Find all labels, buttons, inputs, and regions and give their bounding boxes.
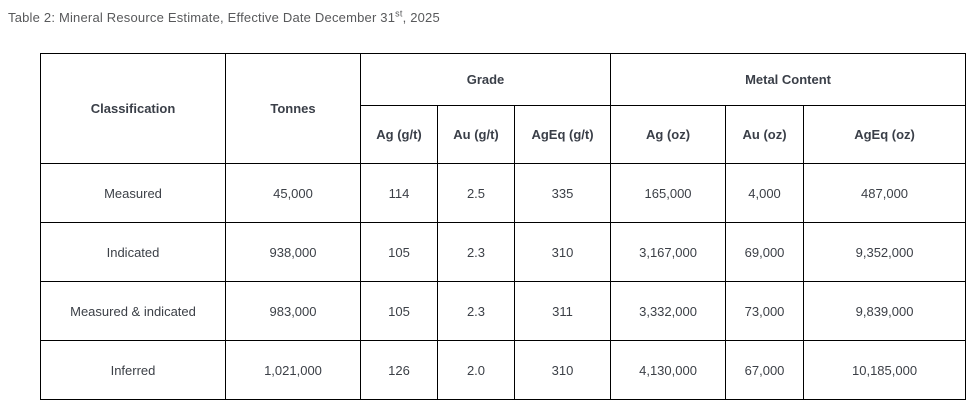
- cell-ag-gt: 114: [361, 164, 438, 223]
- mineral-resource-table: [40, 53, 966, 400]
- cell-ageq-gt: 310: [515, 341, 611, 400]
- cell-au-oz: 73,000: [726, 282, 804, 341]
- cell-ag-gt: 105: [361, 282, 438, 341]
- cell-au-gt: 2.0: [438, 341, 515, 400]
- table-caption-superscript: st: [395, 8, 403, 19]
- column-header-classification: Classification: [41, 54, 226, 164]
- column-header-ag-gt: Ag (g/t): [361, 106, 438, 164]
- cell-ag-oz: 3,332,000: [611, 282, 726, 341]
- table-row-measured: [41, 164, 966, 223]
- cell-tonnes: 983,000: [226, 282, 361, 341]
- column-header-ageq-oz: AgEq (oz): [804, 106, 966, 164]
- group-header-metal-content: Metal Content: [611, 54, 966, 106]
- cell-ageq-gt: 311: [515, 282, 611, 341]
- cell-ag-oz: 3,167,000: [611, 223, 726, 282]
- cell-classification: Inferred: [41, 341, 226, 400]
- table-row-measured-and-indicated: [41, 282, 966, 341]
- cell-ageq-oz: 9,839,000: [804, 282, 966, 341]
- column-header-au-oz: Au (oz): [726, 106, 804, 164]
- table-caption: [8, 10, 440, 25]
- cell-au-gt: 2.3: [438, 282, 515, 341]
- cell-classification: Measured: [41, 164, 226, 223]
- cell-au-gt: 2.5: [438, 164, 515, 223]
- table-caption-suffix: , 2025: [402, 10, 440, 25]
- cell-classification: Measured & indicated: [41, 282, 226, 341]
- group-header-grade: Grade: [361, 54, 611, 106]
- cell-tonnes: 45,000: [226, 164, 361, 223]
- cell-au-gt: 2.3: [438, 223, 515, 282]
- cell-ageq-gt: 310: [515, 223, 611, 282]
- cell-ag-oz: 4,130,000: [611, 341, 726, 400]
- cell-au-oz: 4,000: [726, 164, 804, 223]
- cell-au-oz: 69,000: [726, 223, 804, 282]
- table-caption-text: Table 2: Mineral Resource Estimate, Effective Date December 31: [8, 10, 396, 25]
- cell-ageq-oz: 487,000: [804, 164, 966, 223]
- cell-au-oz: 67,000: [726, 341, 804, 400]
- column-header-au-gt: Au (g/t): [438, 106, 515, 164]
- cell-classification: Indicated: [41, 223, 226, 282]
- table-row-indicated: [41, 223, 966, 282]
- cell-ageq-oz: 9,352,000: [804, 223, 966, 282]
- cell-ageq-gt: 335: [515, 164, 611, 223]
- cell-ag-gt: 105: [361, 223, 438, 282]
- cell-tonnes: 1,021,000: [226, 341, 361, 400]
- cell-ag-gt: 126: [361, 341, 438, 400]
- table-row-inferred: [41, 341, 966, 400]
- cell-tonnes: 938,000: [226, 223, 361, 282]
- column-header-ageq-gt: AgEq (g/t): [515, 106, 611, 164]
- cell-ageq-oz: 10,185,000: [804, 341, 966, 400]
- column-header-ag-oz: Ag (oz): [611, 106, 726, 164]
- column-header-tonnes: Tonnes: [226, 54, 361, 164]
- cell-ag-oz: 165,000: [611, 164, 726, 223]
